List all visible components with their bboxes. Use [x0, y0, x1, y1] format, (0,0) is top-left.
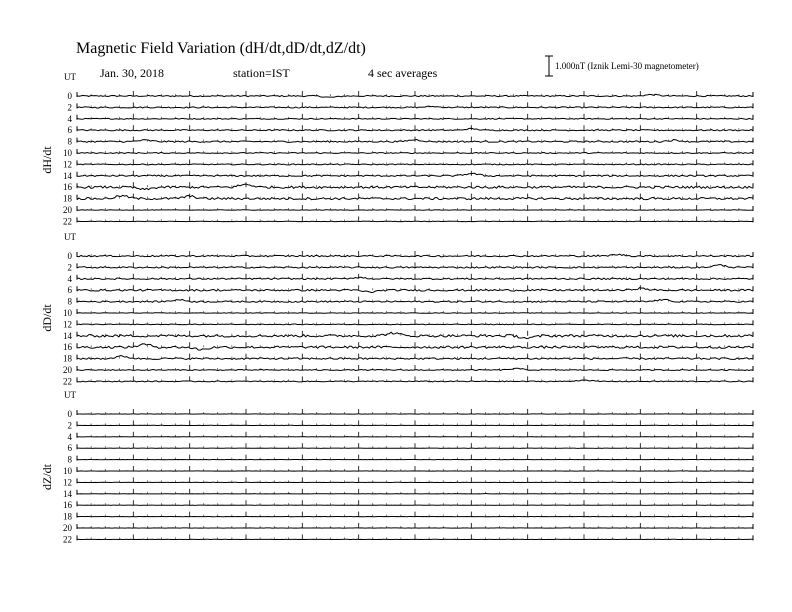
component-label: dZ/dt [40, 464, 54, 490]
trace-row [63, 319, 753, 329]
ut-label: UT [64, 72, 76, 82]
trace-row [68, 137, 754, 147]
row-ut-label: 12 [63, 159, 72, 170]
row-ut-label: 8 [67, 454, 72, 465]
ut-label: UT [64, 390, 76, 400]
row-ut-label: 18 [63, 193, 72, 204]
trace-row [63, 216, 753, 226]
trace-row [68, 285, 754, 295]
row-ut-label: 10 [63, 466, 72, 476]
trace-row [68, 274, 754, 284]
panel-dDdt [40, 232, 753, 386]
row-ut-label: 0 [67, 91, 72, 101]
row-ut-label: 20 [63, 205, 72, 215]
row-ut-label: 12 [63, 319, 72, 330]
row-ut-label: 0 [67, 409, 72, 419]
trace-row [63, 354, 753, 364]
trace-row [68, 125, 754, 135]
trace-row [63, 534, 753, 544]
trace-row [68, 455, 754, 465]
trace-row [63, 205, 753, 215]
trace-row [68, 114, 754, 124]
trace-row [63, 342, 753, 352]
panel-dZdt [40, 390, 753, 544]
panel-dHdt [40, 72, 753, 226]
row-ut-label: 18 [63, 511, 72, 522]
row-ut-label: 4 [67, 273, 72, 284]
row-ut-label: 10 [63, 308, 72, 318]
trace-row [68, 420, 754, 430]
trace-row [63, 489, 753, 499]
row-ut-label: 2 [67, 102, 72, 113]
trace-row [68, 91, 754, 101]
trace-row [68, 262, 754, 272]
component-label: dD/dt [40, 304, 54, 332]
row-ut-label: 4 [67, 431, 72, 442]
trace-row [63, 477, 753, 487]
trace-row [63, 523, 753, 533]
row-ut-label: 2 [67, 420, 72, 431]
row-ut-label: 6 [67, 443, 72, 454]
row-ut-label: 18 [63, 353, 72, 364]
averages-label: 4 sec averages [368, 66, 438, 80]
row-ut-label: 22 [63, 216, 72, 227]
trace-row [68, 409, 754, 419]
row-ut-label: 0 [67, 251, 72, 261]
row-ut-label: 8 [67, 136, 72, 147]
trace-row [63, 194, 753, 204]
row-ut-label: 16 [63, 500, 72, 511]
scale-bar [545, 56, 699, 76]
row-ut-label: 2 [67, 262, 72, 273]
trace-row [63, 331, 753, 341]
row-ut-label: 22 [63, 376, 72, 387]
panels [40, 72, 753, 544]
station-label: station=IST [233, 66, 290, 80]
trace-row [68, 443, 754, 453]
trace-row [68, 102, 754, 112]
scale-bar-label: 1.000nT (Iznik Lemi-30 magnetometer) [555, 61, 699, 71]
row-ut-label: 14 [63, 330, 72, 341]
row-ut-label: 14 [63, 170, 72, 181]
ut-label: UT [64, 232, 76, 242]
row-ut-label: 14 [63, 488, 72, 499]
row-ut-label: 20 [63, 523, 72, 533]
row-ut-label: 22 [63, 534, 72, 545]
row-ut-label: 12 [63, 477, 72, 488]
row-ut-label: 10 [63, 148, 72, 158]
row-ut-label: 16 [63, 182, 72, 193]
trace-row [63, 148, 753, 158]
trace-row [68, 432, 754, 442]
trace-row [63, 308, 753, 318]
trace-row [63, 159, 753, 169]
trace-row [63, 512, 753, 522]
trace-row [63, 500, 753, 510]
trace-row [63, 182, 753, 192]
row-ut-label: 6 [67, 125, 72, 136]
row-ut-label: 8 [67, 296, 72, 307]
row-ut-label: 4 [67, 113, 72, 124]
trace-row [63, 171, 753, 181]
row-ut-label: 16 [63, 342, 72, 353]
trace-row [63, 466, 753, 476]
chart-title: Magnetic Field Variation (dH/dt,dD/dt,dZ/dt) [76, 40, 366, 57]
date-label: Jan. 30, 2018 [100, 66, 164, 80]
row-ut-label: 20 [63, 365, 72, 375]
component-label: dH/dt [40, 146, 54, 174]
trace-row [68, 297, 754, 307]
trace-row [63, 376, 753, 386]
row-ut-label: 6 [67, 285, 72, 296]
trace-row [63, 365, 753, 375]
trace-row [68, 251, 754, 261]
